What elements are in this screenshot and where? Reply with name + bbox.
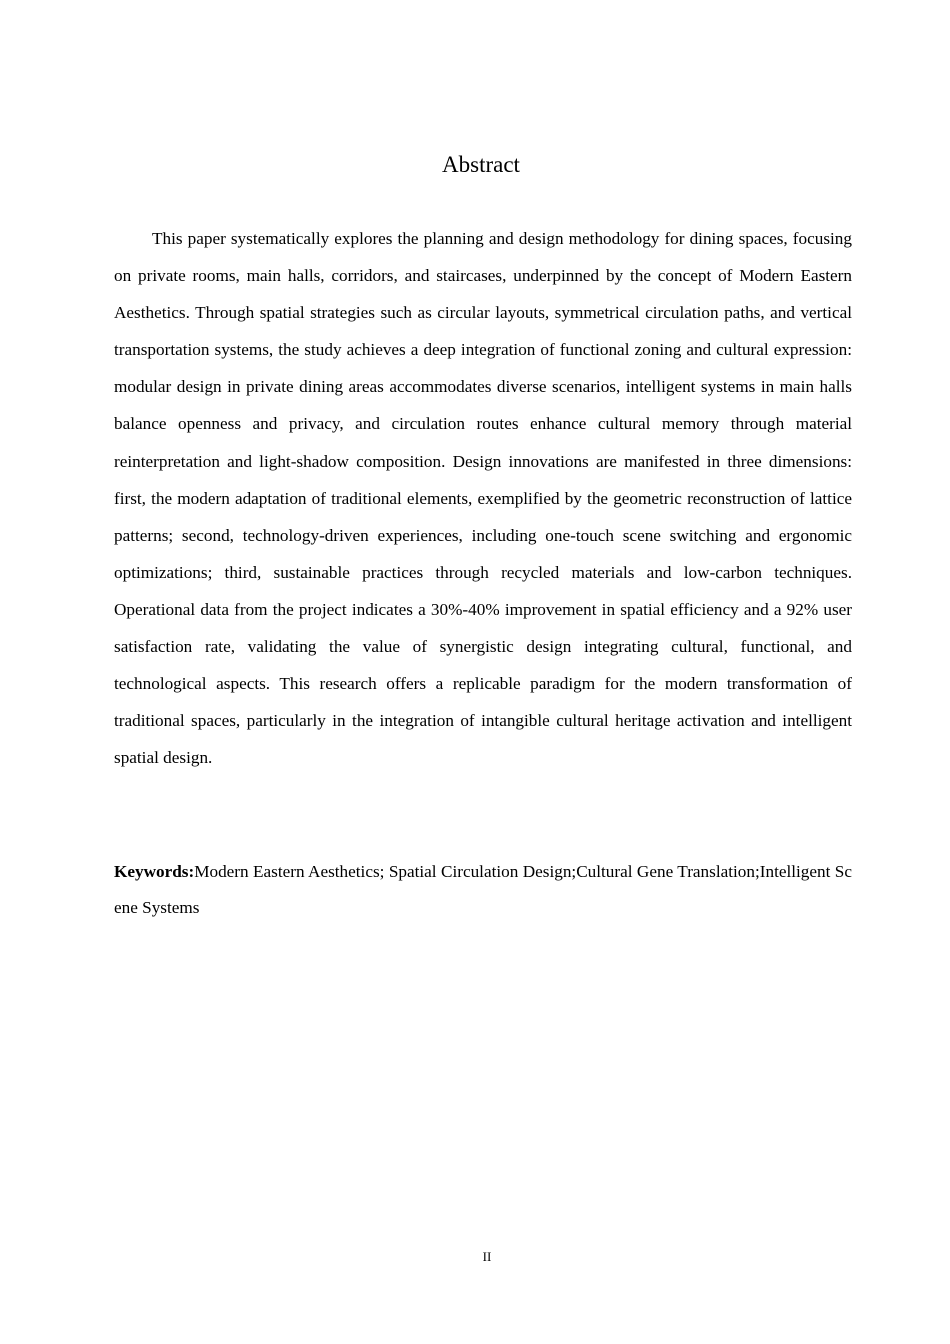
keywords-paragraph — [114, 854, 852, 926]
page-number: II — [482, 1249, 492, 1264]
abstract-body: This paper systematically explores the planning and design methodology for dining spaces, focusing on private rooms, main halls, corridors, and staircases, underpinned by the concept of Modern Eastern Aesthetics. Through spatial strategies such as circular layouts, symmetrical circulation paths, and vertical transportation systems, the study achieves a deep integration of functional zoning and cultural expression: modular design in private dining areas accommodates diverse scenarios, intelligent systems in main halls balance openness and privacy, and circulation routes enhance cultural memory through material reinterpretation and light-shadow composition. Design innovations are manifested in three dimensions: first, the modern adaptation of traditional elements, exemplified by the geometric reconstruction of lattice patterns; second, technology-driven experiences, including one-touch scene switching and ergonomic optimizations; third, sustainable practices through recycled materials and low-carbon techniques. Operational data from the project indicates a 30%-40% improvement in spatial efficiency and a 92% user satisfaction rate, validating the value of synergistic design integrating cultural, functional, and technological aspects. This research offers a replicable paradigm for the modern transformation of traditional spaces, particularly in the integration of intangible cultural heritage activation and intelligent spatial design. — [114, 229, 852, 768]
keywords-label: Keywords: — [114, 862, 195, 881]
keywords-text: Modern Eastern Aesthetics; Spatial Circulation Design;Cultural Gene Translation;Intelligent Scene Systems — [114, 862, 852, 917]
abstract-title: Abstract — [442, 152, 520, 177]
